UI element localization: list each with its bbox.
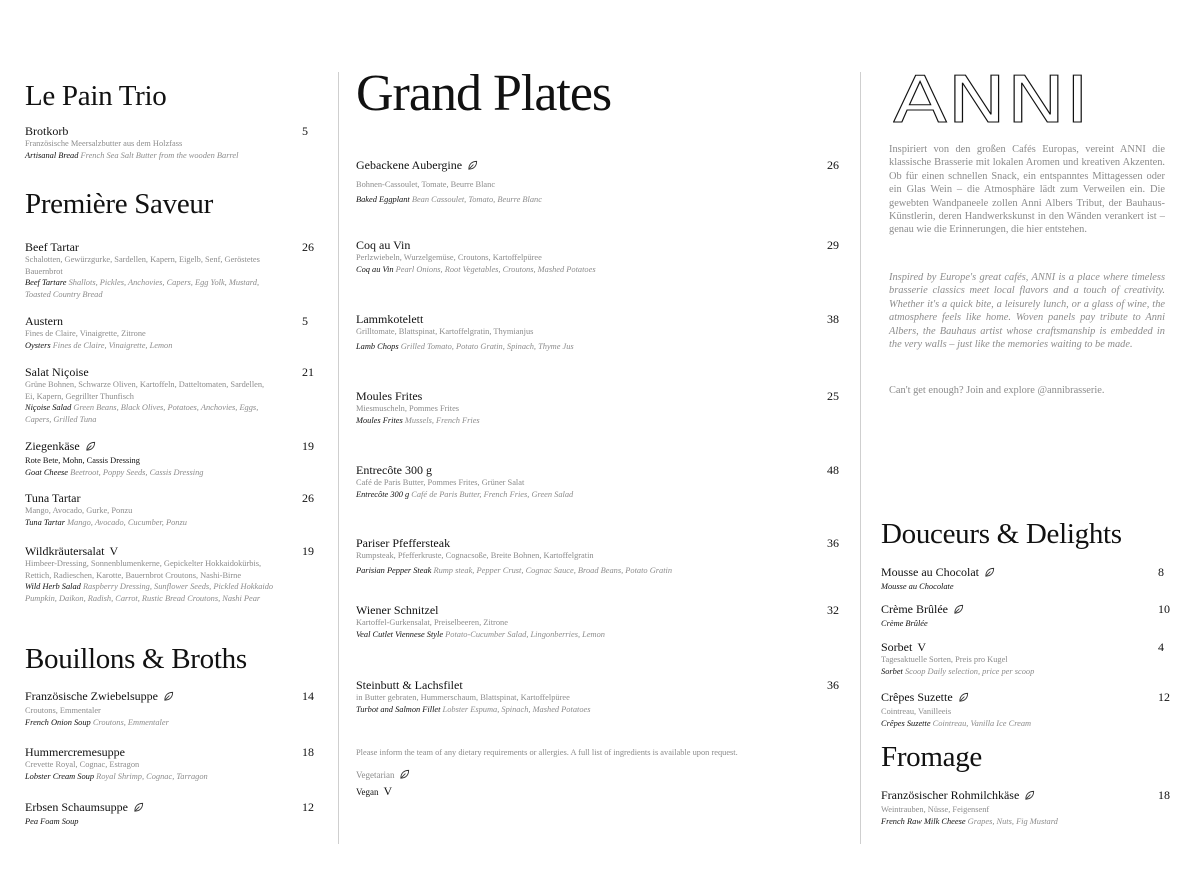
menu-item — [881, 788, 1171, 827]
menu-item — [356, 158, 841, 205]
item-price: 10 — [1158, 602, 1170, 616]
item-price: 38 — [827, 312, 839, 326]
item-price: 26 — [302, 240, 314, 254]
item-description: Rote Bete, Mohn, Cassis Dressing — [25, 456, 140, 465]
menu-item — [25, 365, 314, 425]
section-title-fromage: Fromage — [881, 741, 982, 773]
menu-item — [356, 463, 841, 500]
item-price: 12 — [302, 800, 314, 814]
section-title-pain: Le Pain Trio — [25, 80, 167, 112]
column-divider-right — [860, 72, 861, 844]
item-name: Austern — [25, 314, 63, 328]
diet-legend — [356, 768, 410, 799]
item-name: Wiener Schnitzel — [356, 603, 439, 617]
item-price: 18 — [1158, 788, 1170, 802]
item-description: Croutons, Emmentaler — [25, 706, 101, 715]
item-english-name: Goat Cheese — [25, 467, 69, 477]
item-english — [25, 150, 315, 162]
item-english-description: Bean Cassoulet, Tomato, Beurre Blanc — [411, 194, 542, 204]
item-price: 26 — [302, 491, 314, 505]
item-price: 8 — [1158, 565, 1164, 579]
item-price: 19 — [302, 439, 314, 453]
item-english-description: Cointreau, Vanilla Ice Cream — [932, 718, 1032, 728]
vegetarian-leaf-icon — [399, 769, 410, 784]
section-title-bouillons: Bouillons & Broths — [25, 643, 247, 675]
item-name: Crème Brûlée — [881, 602, 948, 616]
item-description: Miesmuscheln, Pommes Frites — [356, 404, 460, 413]
item-english-name: French Onion Soup — [25, 717, 91, 727]
vegetarian-leaf-icon — [467, 160, 478, 174]
item-name: Entrecôte 300 g — [356, 463, 432, 477]
item-english-description: Grilled Tomato, Potato Gratin, Spinach, Thyme Jus — [400, 341, 574, 351]
item-price: 19 — [302, 544, 314, 558]
item-english-name: Sorbet — [881, 666, 903, 676]
menu-item — [356, 678, 841, 715]
item-name: Steinbutt & Lachsfilet — [356, 678, 463, 692]
item-english-name: Lobster Cream Soup — [25, 771, 95, 781]
item-description: Himbeer-Dressing, Sonnenblumenkerne, Gepickelter Hokkaidokürbis, Rettich, Radieschen, Karotte, Bauernbrot Croutons, Nashi-Birne — [25, 559, 262, 580]
item-price: 36 — [827, 678, 839, 692]
item-english-description: Mango, Avocado, Cucumber, Ponzu — [67, 517, 187, 527]
about-text-german: Inspiriert von den großen Cafés Europas, vereint ANNI die klassische Brasserie mit lokalen Aromen und kreativen Akzenten. Ob für einen schnellen Snack, ein entspanntes Mittagessen oder ein Glas Wein – die Atmosphäre lädt zum Verweilen ein. Die gewebten Wandpaneele zollen Anni Albers Tribut, der Bauhaus-Künstlerin, deren Handwerkskunst in den Wänden verankert ist – genau wie die Erinnerungen, die hier entstehen. — [889, 144, 1165, 236]
menu-item — [25, 689, 315, 728]
vegetarian-leaf-icon — [163, 691, 174, 705]
menu-item — [356, 238, 841, 275]
item-name: Französische Zwiebelsuppe — [25, 689, 158, 703]
item-price: 5 — [302, 314, 308, 328]
item-english-description: Fines de Claire, Vinaigrette, Lemon — [52, 340, 173, 350]
item-english-description: Rump steak, Pepper Crust, Cognac Sauce, Broad Beans, Potato Gratin — [433, 565, 673, 575]
item-english-name: Oysters — [25, 340, 51, 350]
anni-logo-mark — [893, 72, 1093, 126]
item-english-name: Wild Herb Salad — [25, 582, 81, 592]
vegetarian-leaf-icon — [984, 567, 995, 581]
section-title-douceurs: Douceurs & Delights — [881, 518, 1122, 550]
item-english-description: Grapes, Nuts, Fig Mustard — [967, 816, 1058, 826]
item-name: Sorbet — [881, 640, 913, 654]
item-price: 18 — [302, 745, 314, 759]
about-text-english: Inspired by Europe's great cafés, ANNI is a place where timeless brasserie classics meet local flavors and a touch of creativity. Whether it's a quick bite, a leisurely lunch, or a glass of wine, the atmosphere feels like home. Woven panels pay tribute to Anni Albers, the Bauhaus artist whose craftsmanship is embedded in the very walls – just like the memories waiting to be made. — [889, 272, 1165, 351]
item-english-name: Coq au Vin — [356, 264, 394, 274]
item-description: Schalotten, Gewürzgurke, Sardellen, Kapern, Eigelb, Senf, Geröstetes Bauernbrot — [25, 255, 260, 276]
item-name: Beef Tartar — [25, 240, 79, 254]
item-name: Ziegenkäse — [25, 439, 80, 453]
item-description: Grüne Bohnen, Schwarze Oliven, Kartoffeln, Datteltomaten, Sardellen, Ei, Kapern, Gegrillter Thunfisch — [25, 380, 265, 401]
menu-item — [356, 389, 841, 426]
menu-item — [25, 439, 314, 478]
item-name: Hummercremesuppe — [25, 745, 125, 759]
item-english-description: Pearl Onions, Root Vegetables, Croutons, Mashed Potatoes — [395, 264, 596, 274]
menu-item — [25, 544, 314, 604]
menu-item — [25, 745, 315, 782]
item-english-name: Crêpes Suzette — [881, 718, 931, 728]
item-description: Französische Meersalzbutter aus dem Holzfass — [25, 139, 183, 148]
item-name: Französischer Rohmilchkäse — [881, 788, 1020, 802]
item-english-description: Shallots, Pickles, Anchovies, Capers, Egg Yolk, Mustard, Toasted Country Bread — [25, 278, 260, 299]
item-price: 12 — [1158, 690, 1170, 704]
item-name: Erbsen Schaumsuppe — [25, 800, 128, 814]
item-description: Café de Paris Butter, Pommes Frites, Grüner Salat — [356, 478, 525, 487]
legend-vegan-label: Vegan — [356, 787, 379, 797]
menu-item — [356, 536, 841, 576]
item-name: Tuna Tartar — [25, 491, 81, 505]
allergy-note: Please inform the team of any dietary requirements or allergies. A full list of ingredients is available upon request. — [356, 748, 738, 757]
item-name: Pariser Pfeffersteak — [356, 536, 451, 550]
brand-logo — [893, 72, 1093, 131]
item-description: Weintrauben, Nüsse, Feigensenf — [881, 805, 990, 814]
item-english-name: Lamb Chops — [356, 341, 399, 351]
vegetarian-leaf-icon — [85, 441, 96, 455]
item-english-description: Potato-Cucumber Salad, Lingonberries, Lemon — [445, 629, 605, 639]
item-english-name: Baked Eggplant — [356, 194, 410, 204]
item-price: 48 — [827, 463, 839, 477]
item-name: Salat Niçoise — [25, 365, 89, 379]
item-description: Grilltomate, Blattspinat, Kartoffelgratin, Thymianjus — [356, 327, 534, 336]
menu-item — [881, 690, 1171, 729]
column-divider-left — [338, 72, 339, 844]
menu-item — [25, 314, 308, 351]
vegetarian-leaf-icon — [953, 604, 964, 618]
item-name: Mousse au Chocolat — [881, 565, 979, 579]
item-name: Brotkorb — [25, 124, 69, 138]
item-description: Bohnen-Cassoulet, Tomate, Beurre Blanc — [356, 180, 496, 189]
menu-item — [356, 312, 841, 352]
item-english-name: Turbot and Salmon Fillet — [356, 704, 441, 714]
vegetarian-leaf-icon — [958, 692, 969, 706]
item-description: Crevette Royal, Cognac, Estragon — [25, 760, 140, 769]
item-price: 21 — [302, 365, 314, 379]
menu-item — [881, 640, 1171, 677]
menu-item — [25, 491, 314, 528]
item-name: Wildkräutersalat — [25, 544, 105, 558]
item-price: 36 — [827, 536, 839, 550]
item-name: Coq au Vin — [356, 238, 411, 252]
vegan-mark: V — [383, 784, 393, 798]
menu-item — [25, 124, 315, 161]
item-english-description: French Sea Salt Butter from the wooden Barrel — [80, 150, 239, 160]
item-description: Kartoffel-Gurkensalat, Preiselbeeren, Zitrone — [356, 618, 508, 627]
item-price: 29 — [827, 238, 839, 252]
item-english-name: Artisanal Bread — [25, 150, 79, 160]
item-price: 32 — [827, 603, 839, 617]
item-description: Mango, Avocado, Gurke, Ponzu — [25, 506, 133, 515]
item-english-name: Pea Foam Soup — [25, 817, 79, 826]
legend-vegetarian-label: Vegetarian — [356, 770, 395, 780]
item-english-name: Niçoise Salad — [25, 403, 72, 413]
item-english-name: French Raw Milk Cheese — [881, 816, 966, 826]
logo-text: ANNI — [893, 72, 1089, 126]
item-english-name: Moules Frites — [356, 415, 403, 425]
item-description: Perlzwiebeln, Wurzelgemüse, Croutons, Kartoffelpüree — [356, 253, 542, 262]
item-english-name: Tuna Tartar — [25, 517, 65, 527]
item-english-name: Entrecôte 300 g — [356, 489, 410, 499]
item-english-description: Café de Paris Butter, French Fries, Green Salad — [411, 489, 574, 499]
item-price: 14 — [302, 689, 314, 703]
item-name: Lammkotelett — [356, 312, 424, 326]
item-name: Moules Frites — [356, 389, 423, 403]
item-description: Rumpsteak, Pfefferkruste, Cognacsoße, Breite Bohnen, Kartoffelgratin — [356, 551, 594, 560]
section-title-grand: Grand Plates — [356, 65, 612, 122]
item-english-description: Lobster Espuma, Spinach, Mashed Potatoes — [442, 704, 591, 714]
item-price: 5 — [302, 124, 308, 138]
item-english-description: Scoop Daily selection, price per scoop — [904, 666, 1035, 676]
item-english-description: Royal Shrimp, Cognac, Tarragon — [96, 771, 208, 781]
item-description: Cointreau, Vanilleeis — [881, 707, 952, 716]
item-english-name: Beef Tartare — [25, 278, 67, 288]
menu-item — [25, 800, 315, 828]
vegetarian-leaf-icon — [1024, 790, 1035, 804]
item-english-name: Parisian Pepper Steak — [356, 565, 432, 575]
menu-item — [25, 240, 314, 300]
vegan-mark: V — [109, 544, 119, 558]
menu-item — [881, 565, 1171, 593]
item-english-name: Veal Cutlet Viennese Style — [356, 629, 444, 639]
item-description: Fines de Claire, Vinaigrette, Zitrone — [25, 329, 146, 338]
section-title-premiere: Première Saveur — [25, 188, 213, 220]
item-description: Tagesaktuelle Sorten, Preis pro Kugel — [881, 655, 1008, 664]
social-text: Can't get enough? Join and explore @annibrasserie. — [889, 385, 1105, 396]
item-price: 26 — [827, 158, 839, 172]
item-english-description: Mussels, French Fries — [404, 415, 480, 425]
item-english-description: Beetroot, Poppy Seeds, Cassis Dressing — [70, 467, 204, 477]
item-price: 25 — [827, 389, 839, 403]
item-name: Crêpes Suzette — [881, 690, 953, 704]
item-english-description: Green Beans, Black Olives, Potatoes, Anchovies, Eggs, Capers, Grilled Tuna — [25, 403, 259, 424]
item-english-description: Raspberry Dressing, Sunflower Seeds, Pickled Hokkaido Pumpkin, Daikon, Radish, Carrot, Rustic Bread Croutons, Nashi Pear — [25, 582, 274, 603]
item-name: Gebackene Aubergine — [356, 158, 463, 172]
vegan-mark: V — [917, 640, 927, 654]
vegetarian-leaf-icon — [133, 802, 144, 816]
item-price: 4 — [1158, 640, 1164, 654]
item-english-name: Crème Brûlée — [881, 619, 928, 628]
menu-item — [881, 602, 1171, 630]
item-english-name: Mousse au Chocolate — [881, 582, 954, 591]
item-description: in Butter gebraten, Hummerschaum, Blattspinat, Kartoffelpüree — [356, 693, 570, 702]
item-english-description: Croutons, Emmentaler — [92, 717, 169, 727]
menu-item — [356, 603, 841, 640]
